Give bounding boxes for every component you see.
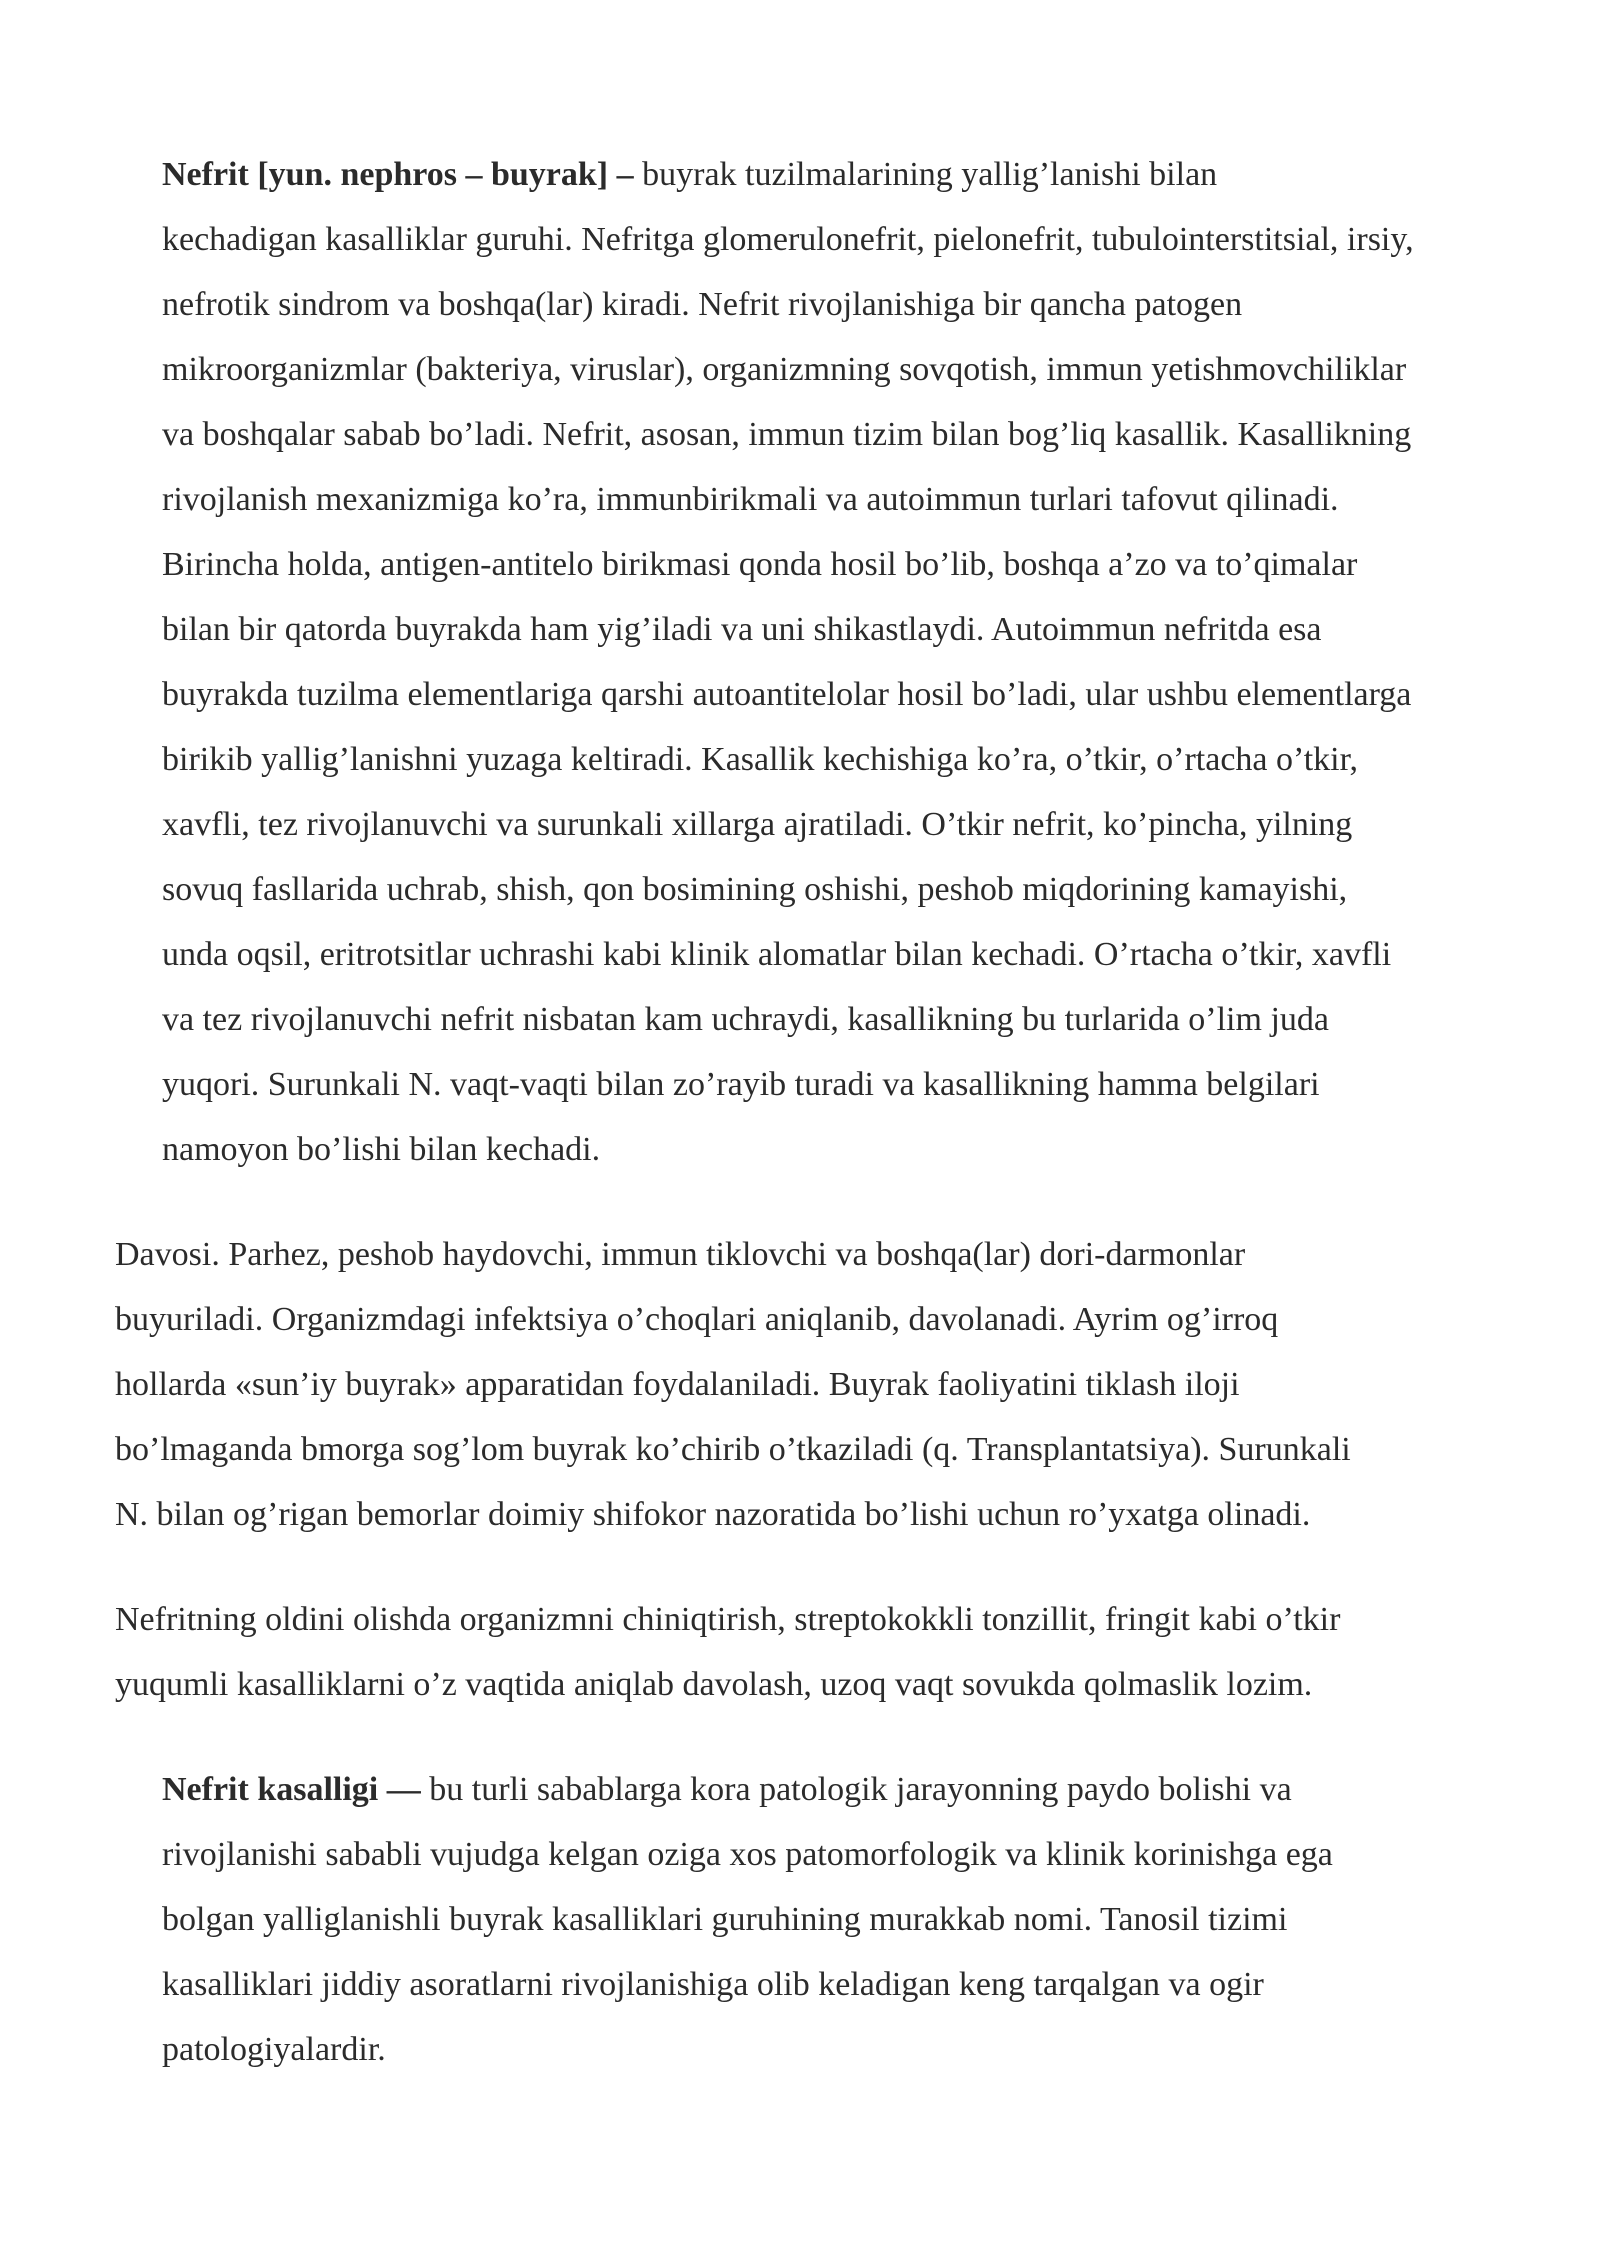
text-line: va boshqalar sabab bo’ladi. Nefrit, asosan, immun tizim bilan bog’liq kasallik. Kasallikning — [162, 416, 1412, 453]
text-line: kechadigan kasalliklar guruhi. Nefritga glomerulonefrit, pielonefrit, tubulointerstitsial, irsiy, — [162, 221, 1414, 258]
text-line: buyrakda tuzilma elementlariga qarshi autoantitelolar hosil bo’ladi, ular ushbu elementlarga — [162, 676, 1412, 713]
text-line: va tez rivojlanuvchi nefrit nisbatan kam uchraydi, kasallikning bu turlarida o’lim juda — [162, 1001, 1329, 1038]
text-line: unda oqsil, eritrotsitlar uchrashi kabi klinik alomatlar bilan kechadi. O’rtacha o’tkir, xavfli — [162, 936, 1392, 973]
text-line: Nefritning oldini olishda organizmni chiniqtirish, streptokokkli tonzillit, fringit kabi o’tkir — [115, 1601, 1341, 1638]
text-line: namoyon bo’lishi bilan kechadi. — [162, 1131, 601, 1168]
text-line: N. bilan og’rigan bemorlar doimiy shifokor nazoratida bo’lishi uchun ro’yxatga olinadi. — [115, 1496, 1311, 1533]
text-line: Nefrit kasalligi — bu turli sabablarga kora patologik jarayonning paydo bolishi va — [162, 1771, 1292, 1808]
document-body — [115, 142, 1515, 2082]
term-nefrit: Nefrit [yun. nephros – buyrak] – — [162, 156, 634, 193]
text-line: kasalliklari jiddiy asoratlarni rivojlanishiga olib keladigan keng tarqalgan va ogir — [162, 1966, 1264, 2003]
text-line: birikib yallig’lanishni yuzaga keltiradi. Kasallik kechishiga ko’ra, o’tkir, o’rtacha o’tkir, — [162, 741, 1359, 778]
text-line: nefrotik sindrom va boshqa(lar) kiradi. Nefrit rivojlanishiga bir qancha patogen — [162, 286, 1243, 323]
text-line: hollarda «sun’iy buyrak» apparatidan foydalaniladi. Buyrak faoliyatini tiklash iloji — [115, 1366, 1240, 1403]
text-line: patologiyalardir. — [162, 2031, 386, 2068]
term-nefrit-kasalligi: Nefrit kasalligi — — [162, 1771, 421, 1808]
text-line: Nefrit [yun. nephros – buyrak] – buyrak tuzilmalarining yallig’lanishi bilan — [162, 156, 1218, 193]
text-line: Birincha holda, antigen-antitelo birikmasi qonda hosil bo’lib, boshqa a’zo va to’qimalar — [162, 546, 1358, 583]
text-line: sovuq fasllarida uchrab, shish, qon bosimining oshishi, peshob miqdorining kamayishi, — [162, 871, 1348, 908]
text-line: yuqori. Surunkali N. vaqt-vaqti bilan zo’rayib turadi va kasallikning hamma belgilari — [162, 1066, 1320, 1103]
text-line: bolgan yalliglanishli buyrak kasalliklari guruhining murakkab nomi. Tanosil tizimi — [162, 1901, 1288, 1938]
text-line: buyuriladi. Organizmdagi infektsiya o’choqlari aniqlanib, davolanadi. Ayrim og’irroq — [115, 1301, 1279, 1338]
text-line: xavfli, tez rivojlanuvchi va surunkali xillarga ajratiladi. O’tkir nefrit, ko’pincha, yilning — [162, 806, 1353, 843]
text-line: rivojlanishi sababli vujudga kelgan oziga xos patomorfologik va klinik korinishga ega — [162, 1836, 1333, 1873]
paragraph-prevention — [115, 1587, 1515, 1717]
paragraph-nefrit-definition — [115, 142, 1515, 1182]
text-line: mikroorganizmlar (bakteriya, viruslar), organizmning sovqotish, immun yetishmovchiliklar — [162, 351, 1407, 388]
text-line: bo’lmaganda bmorga sog’lom buyrak ko’chirib o’tkaziladi (q. Transplantatsiya). Surunkali — [115, 1431, 1351, 1468]
text-line: rivojlanish mexanizmiga ko’ra, immunbirikmali va autoimmun turlari tafovut qilinadi. — [162, 481, 1339, 518]
text-line: yuqumli kasalliklarni o’z vaqtida aniqlab davolash, uzoq vaqt sovukda qolmaslik lozim. — [115, 1666, 1313, 1703]
text-line: Davosi. Parhez, peshob haydovchi, immun tiklovchi va boshqa(lar) dori-darmonlar — [115, 1236, 1246, 1273]
text-line: bilan bir qatorda buyrakda ham yig’iladi va uni shikastlaydi. Autoimmun nefritda esa — [162, 611, 1322, 648]
paragraph-davosi — [115, 1222, 1515, 1547]
paragraph-nefrit-kasalligi — [115, 1757, 1515, 2082]
